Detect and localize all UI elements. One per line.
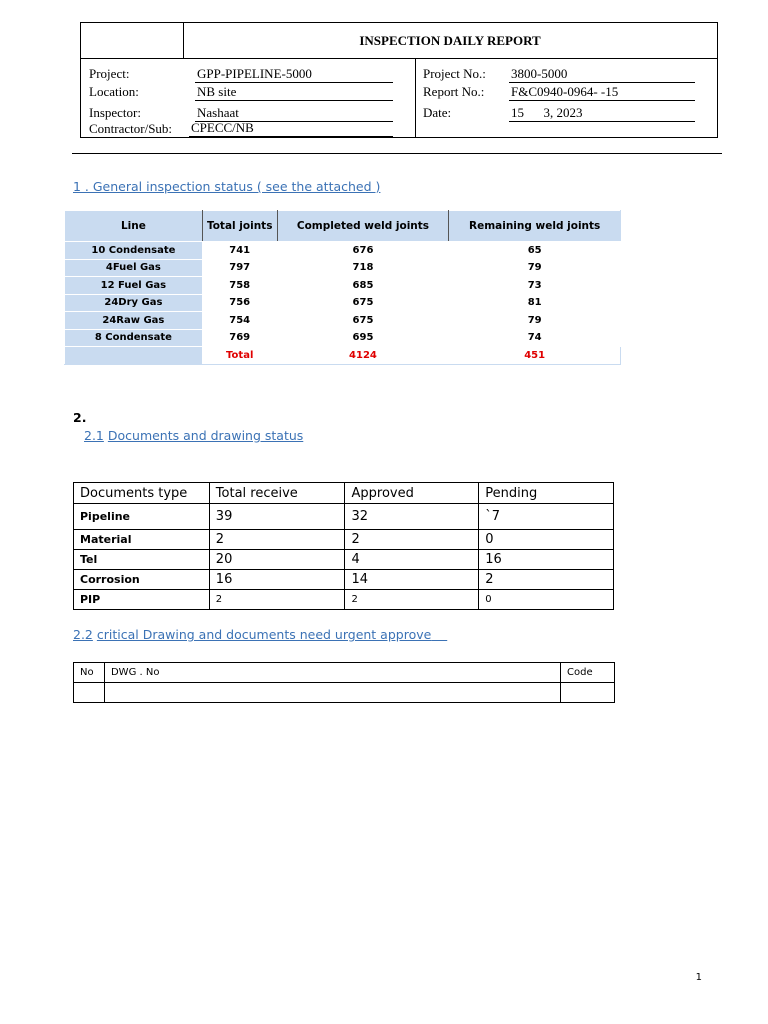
document-type: Material — [74, 530, 210, 550]
approved: 32 — [345, 504, 479, 530]
total-joints: 741 — [202, 242, 277, 260]
contractor-value: CPECC/NB — [189, 120, 393, 137]
table-row — [74, 590, 614, 610]
date-label: Date: — [423, 105, 452, 120]
line-name: 24Raw Gas — [65, 312, 203, 330]
document-type: Corrosion — [74, 570, 210, 590]
line-name: 12 Fuel Gas — [65, 277, 203, 295]
section-2-2-heading: 2.2 critical Drawing and documents need urgent approve — [73, 627, 447, 642]
total-receive: 39 — [209, 504, 345, 530]
total-joints: 769 — [202, 329, 277, 347]
project-no-label: Project No.: — [423, 66, 486, 81]
total-row — [65, 347, 621, 365]
completed-joints: 675 — [277, 312, 449, 330]
approved: 2 — [345, 590, 479, 610]
col-remaining: Remaining weld joints — [449, 211, 621, 242]
total-remaining: 451 — [449, 347, 621, 365]
empty-cell — [561, 683, 615, 703]
table-row — [74, 530, 614, 550]
empty-cell — [74, 683, 105, 703]
documents-status-table — [73, 482, 614, 610]
col-approved: Approved — [345, 483, 479, 504]
approved: 14 — [345, 570, 479, 590]
table-row — [65, 277, 621, 295]
report-title: INSPECTION DAILY REPORT — [359, 33, 541, 48]
document-type: Pipeline — [74, 504, 210, 530]
project-label: Project: — [89, 66, 130, 81]
line-name: 10 Condensate — [65, 242, 203, 260]
date-value: 15 3, 2023 — [509, 105, 695, 122]
header-column-divider — [415, 59, 416, 138]
table-row — [65, 242, 621, 260]
section-2-1-heading: 2.1 Documents and drawing status — [84, 428, 304, 443]
approved: 2 — [345, 530, 479, 550]
empty-cell — [104, 683, 560, 703]
pending: 0 — [479, 590, 614, 610]
remaining-joints: 79 — [449, 312, 621, 330]
completed-joints: 675 — [277, 294, 449, 312]
location-label: Location: — [89, 84, 139, 99]
col-documents-type: Documents type — [74, 483, 210, 504]
section-2-number: 2. — [73, 410, 87, 425]
table-row — [74, 550, 614, 570]
remaining-joints: 79 — [449, 259, 621, 277]
location-value: NB site — [195, 84, 393, 101]
page-number: 1 — [695, 972, 702, 983]
completed-joints: 695 — [277, 329, 449, 347]
table-row — [65, 294, 621, 312]
pending: 16 — [479, 550, 614, 570]
remaining-joints: 73 — [449, 277, 621, 295]
remaining-joints: 65 — [449, 242, 621, 260]
table-row — [65, 329, 621, 347]
col-dwg-no: DWG . No — [104, 663, 560, 683]
col-pending: Pending — [479, 483, 614, 504]
pending: `7 — [479, 504, 614, 530]
approved: 4 — [345, 550, 479, 570]
pending: 2 — [479, 570, 614, 590]
col-no: No — [74, 663, 105, 683]
inspector-label: Inspector: — [89, 105, 141, 120]
table-header-row — [74, 663, 615, 683]
urgent-drawings-table — [73, 662, 615, 703]
table-row — [65, 312, 621, 330]
section-1-heading: 1 . General inspection status ( see the attached ) — [73, 179, 381, 194]
table-row — [74, 570, 614, 590]
report-header — [80, 22, 718, 138]
total-empty-cell — [65, 347, 203, 365]
document-type: Tel — [74, 550, 210, 570]
pending: 0 — [479, 530, 614, 550]
project-value: GPP-PIPELINE-5000 — [195, 66, 393, 83]
document-type: PIP — [74, 590, 210, 610]
total-joints: 758 — [202, 277, 277, 295]
table-header-row — [74, 483, 614, 504]
report-no-label: Report No.: — [423, 84, 485, 99]
heading-underline-tail — [431, 627, 447, 642]
total-joints: 754 — [202, 312, 277, 330]
col-line: Line — [65, 211, 203, 242]
total-joints: 797 — [202, 259, 277, 277]
completed-joints: 685 — [277, 277, 449, 295]
total-label: Total — [202, 347, 277, 365]
completed-joints: 718 — [277, 259, 449, 277]
report-no-value: F&C0940-0964- -15 — [509, 84, 695, 101]
total-receive: 16 — [209, 570, 345, 590]
remaining-joints: 81 — [449, 294, 621, 312]
col-code: Code — [561, 663, 615, 683]
contractor-label: Contractor/Sub: — [89, 121, 173, 136]
remaining-joints: 74 — [449, 329, 621, 347]
line-name: 4Fuel Gas — [65, 259, 203, 277]
table-header-row — [65, 211, 621, 242]
table-row — [65, 259, 621, 277]
table-row — [74, 683, 615, 703]
table-row — [74, 504, 614, 530]
total-receive: 2 — [209, 530, 345, 550]
total-joints: 756 — [202, 294, 277, 312]
header-rule — [72, 153, 722, 154]
total-completed: 4124 — [277, 347, 449, 365]
total-receive: 20 — [209, 550, 345, 570]
total-receive: 2 — [209, 590, 345, 610]
col-completed: Completed weld joints — [277, 211, 449, 242]
col-total-receive: Total receive — [209, 483, 345, 504]
completed-joints: 676 — [277, 242, 449, 260]
inspection-status-table — [64, 210, 621, 365]
line-name: 24Dry Gas — [65, 294, 203, 312]
col-total-joints: Total joints — [202, 211, 277, 242]
project-no-value: 3800-5000 — [509, 66, 695, 83]
inspector-value: Nashaat — [195, 105, 393, 122]
line-name: 8 Condensate — [65, 329, 203, 347]
